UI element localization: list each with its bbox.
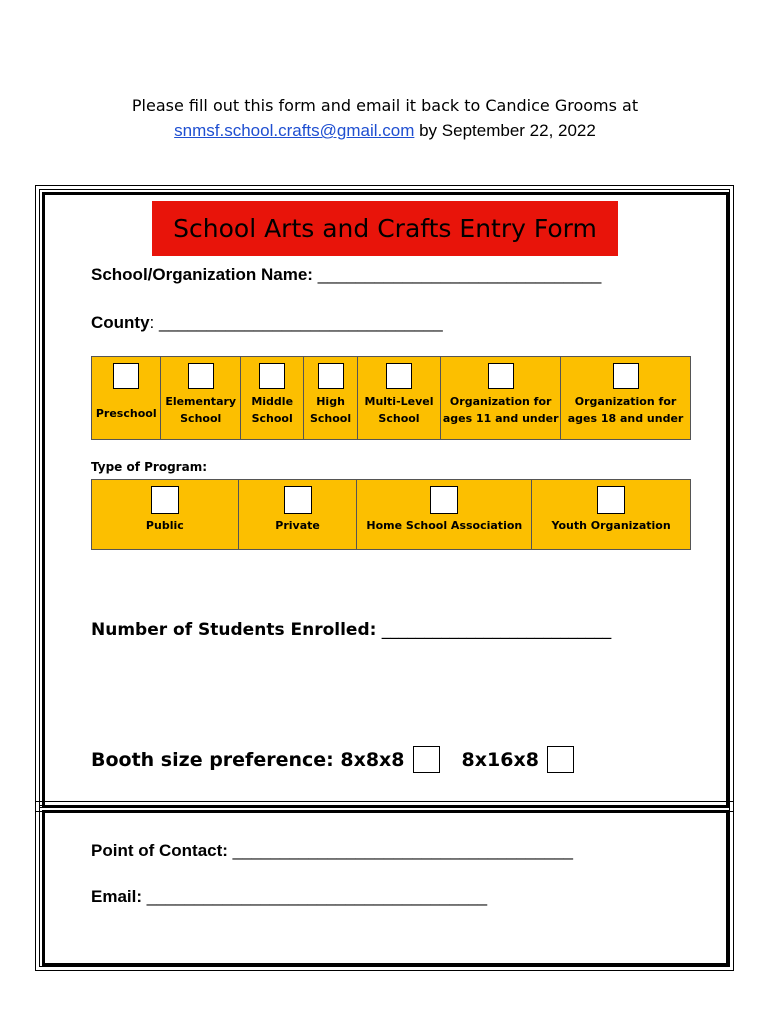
point-of-contact-label: Point of Contact: [91,841,228,860]
county-field[interactable] [91,313,443,333]
category-label-line-1: Middle [251,395,294,408]
program-type-grid [91,479,691,550]
category-label-line-2: School [309,412,352,425]
point-of-contact-line[interactable]: ____________________________________ [227,841,574,860]
category-org-11 [441,357,561,440]
category-multi-level [357,357,441,440]
program-label: Home School Association [366,519,523,532]
checkbox-org-11[interactable] [488,363,514,389]
school-name-label: School/Organization Name: [91,265,313,284]
category-preschool [92,357,161,440]
checkbox-booth-8x16x8[interactable] [547,746,574,773]
point-of-contact-field[interactable] [91,841,573,861]
category-label: Preschool [95,407,157,420]
category-label-line-2: School [378,412,420,425]
category-org-18 [561,357,691,440]
booth-option-8x16x8-label: 8x16x8 [461,748,539,771]
booth-size-label: Booth size preference: 8x8x8 [91,748,405,771]
category-label-line-1: Organization for [449,395,552,408]
category-label-line-2: ages 11 and under [442,412,559,425]
checkbox-booth-8x8x8[interactable] [413,746,440,773]
program-label: Youth Organization [551,519,671,532]
category-label-line-1: Multi-Level [364,395,434,408]
checkbox-youth-org[interactable] [597,486,625,514]
checkbox-private[interactable] [284,486,312,514]
program-private [238,480,357,550]
program-public [92,480,239,550]
school-name-field[interactable] [91,265,601,285]
program-label: Public [145,519,184,532]
category-label-line-1: Elementary [165,395,237,408]
category-elementary [161,357,241,440]
students-enrolled-label: Number of Students Enrolled: [91,620,377,640]
email-field[interactable] [91,887,487,907]
category-grid [91,356,691,440]
email-link[interactable]: snmsf.school.crafts@gmail.com [174,121,415,140]
program-label: Private [275,519,320,532]
intro-deadline [0,121,770,141]
checkbox-preschool[interactable] [113,363,139,389]
checkbox-public[interactable] [151,486,179,514]
program-type-label: Type of Program: [91,460,207,474]
checkbox-multi-level[interactable] [386,363,412,389]
county-colon: : [149,313,155,332]
email-label: Email: [91,887,143,906]
program-home-school [357,480,532,550]
category-label-line-2: ages 18 and under [567,412,684,425]
category-label-line-2: School [180,412,222,425]
category-label-line-1: Organization for [574,395,677,408]
checkbox-middle[interactable] [259,363,285,389]
booth-size-field [91,746,574,773]
category-label-line-1: High [316,395,345,408]
deadline-text: by September 22, 2022 [414,121,596,140]
category-middle [240,357,303,440]
category-label-line-2: School [251,412,293,425]
county-label: County [91,313,150,332]
students-enrolled-field[interactable] [91,620,611,640]
checkbox-high[interactable] [318,363,344,389]
checkbox-home-school[interactable] [430,486,458,514]
intro-text: Please fill out this form and email it back to Candice Grooms at [131,96,639,115]
students-enrolled-line[interactable]: ___________________________ [376,620,612,640]
county-line[interactable]: ______________________________ [154,313,443,332]
form-title: School Arts and Crafts Entry Form [152,201,618,256]
email-line[interactable]: ____________________________________ [142,887,488,906]
school-name-line[interactable]: ______________________________ [312,265,602,284]
checkbox-org-18[interactable] [613,363,639,389]
checkbox-elementary[interactable] [188,363,214,389]
program-youth-org [532,480,691,550]
category-high [304,357,357,440]
